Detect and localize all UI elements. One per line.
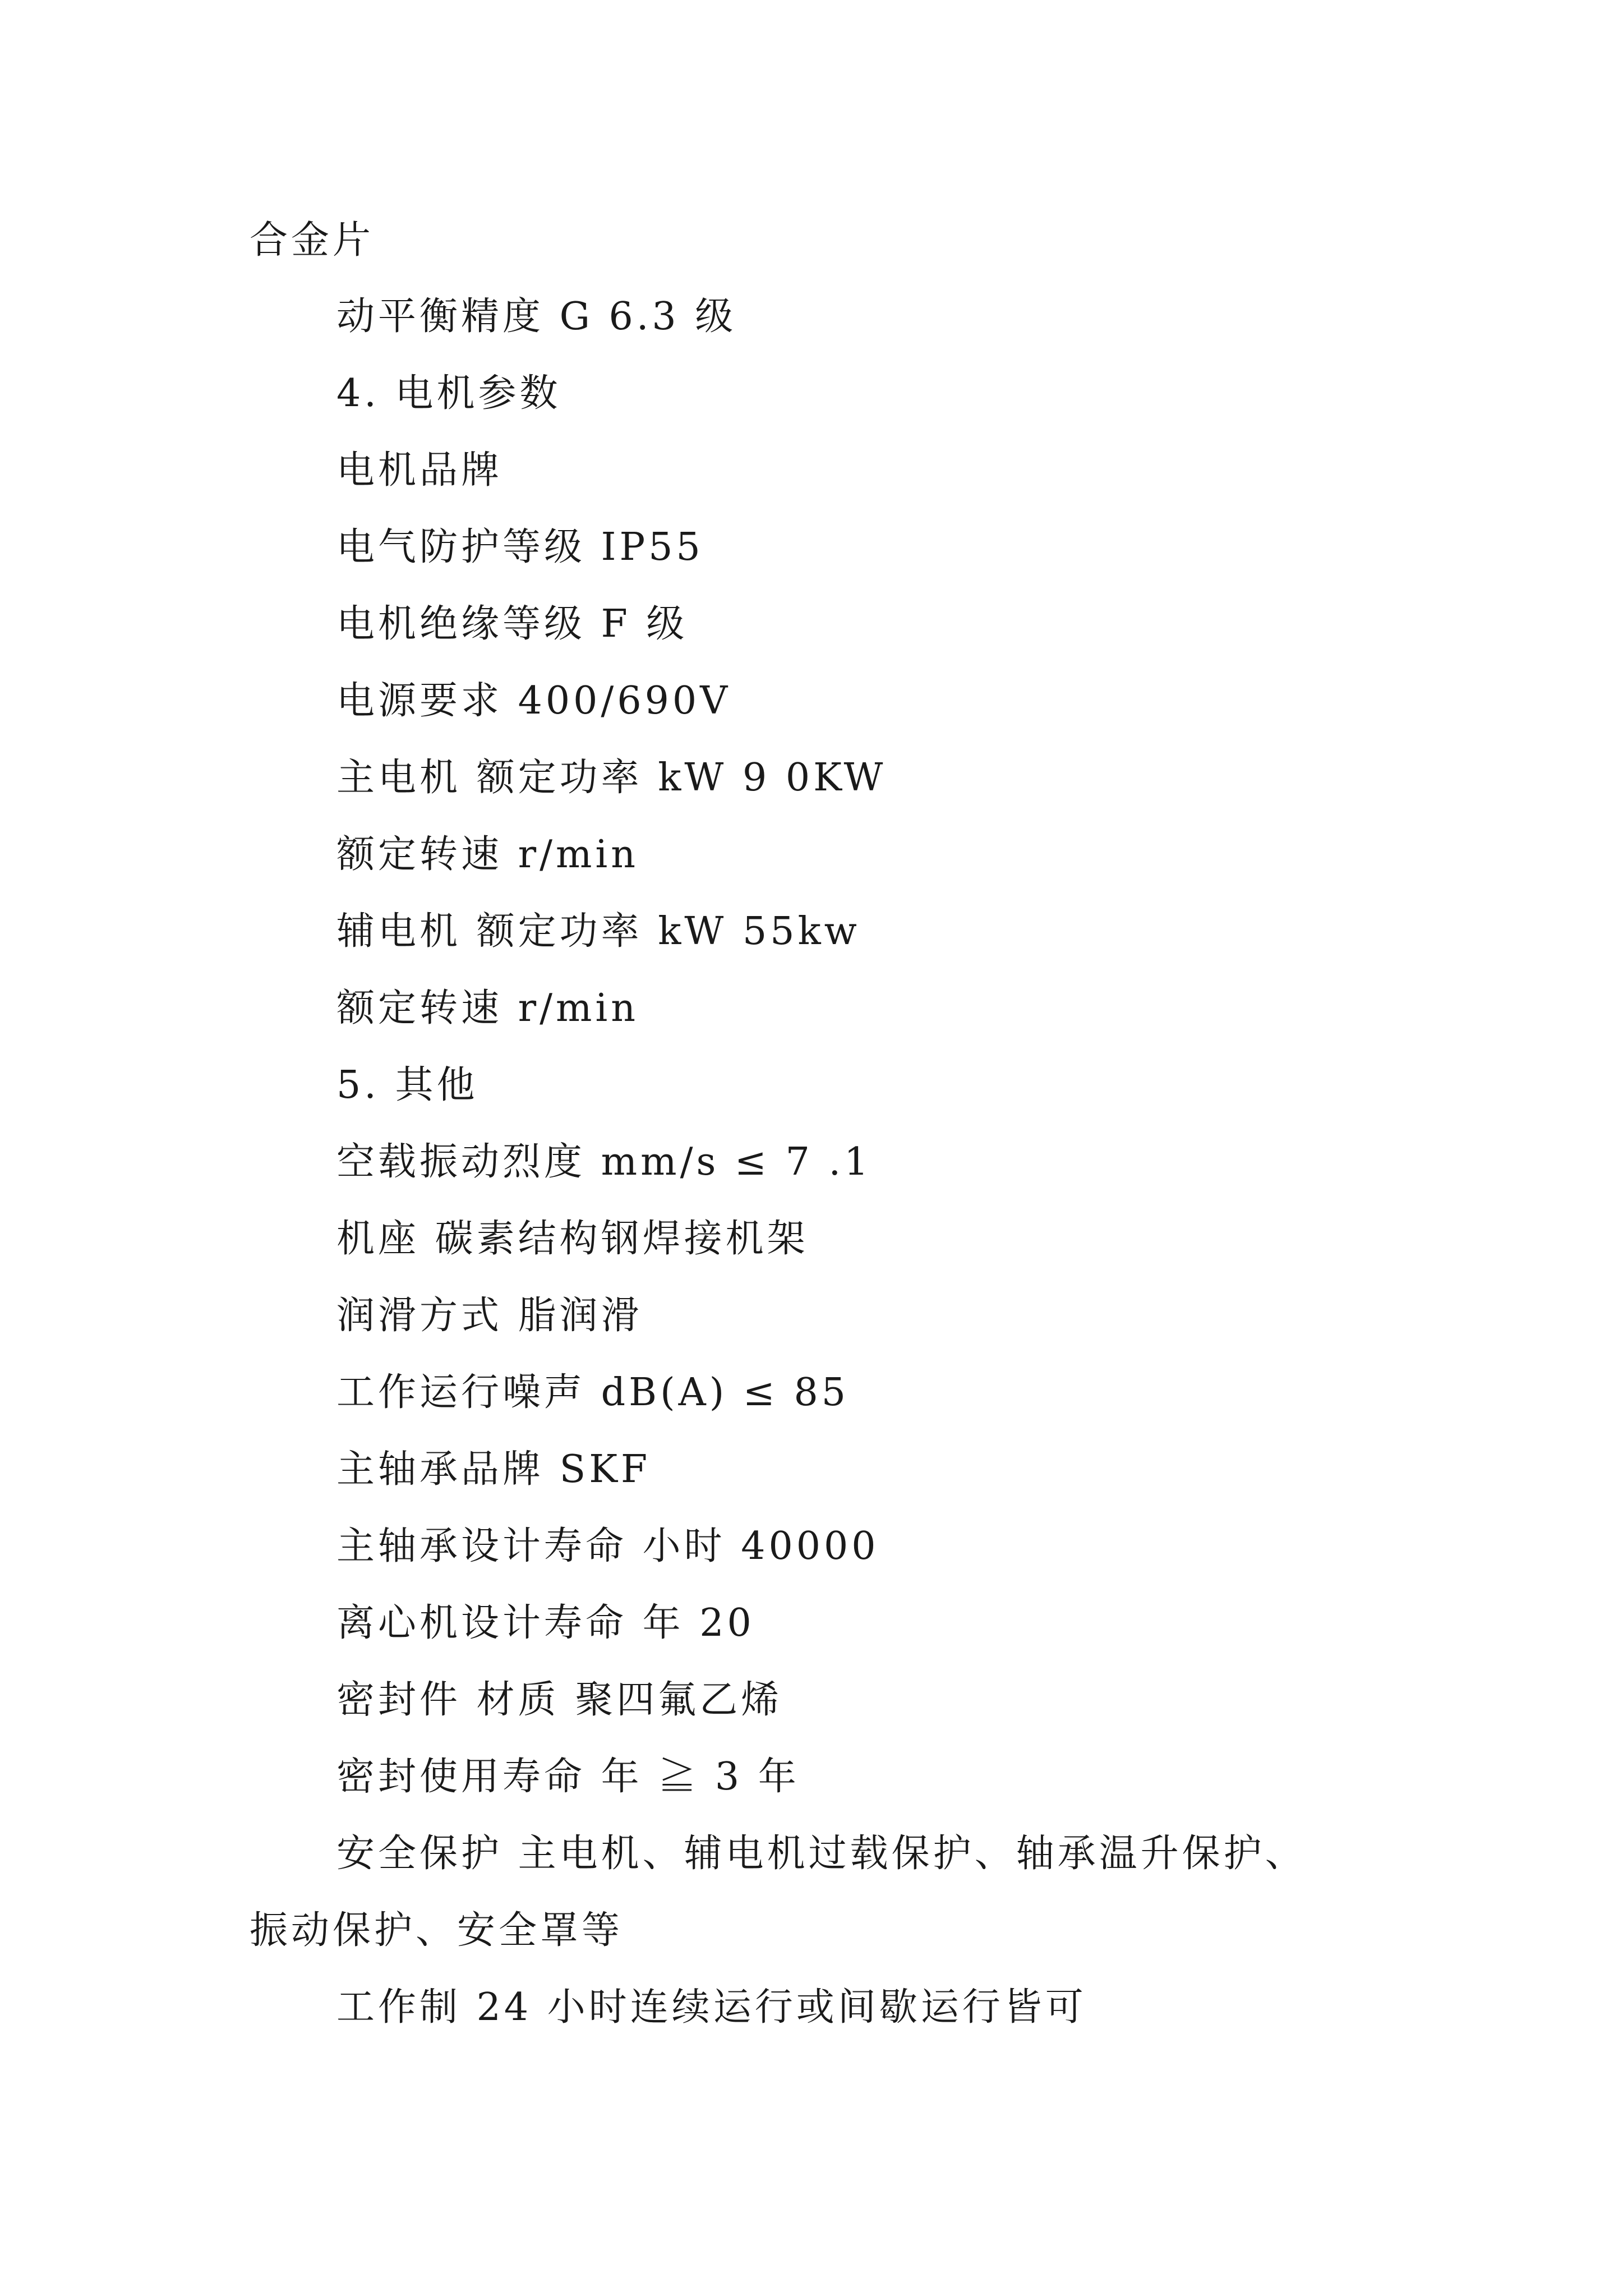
text-line-seal-material: 密封件 材质 聚四氟乙烯 <box>336 1678 783 1722</box>
text-line-insulation-class: 电机绝缘等级 F 级 <box>336 602 688 646</box>
text-line-seal-life: 密封使用寿命 年 ≧ 3 年 <box>336 1755 800 1799</box>
section-heading-other: 5. 其他 <box>336 1063 478 1107</box>
text-line-bearing-life: 主轴承设计寿命 小时 40000 <box>336 1524 879 1568</box>
text-line-power-supply: 电源要求 400/690V <box>336 679 731 723</box>
text-line-motor-brand: 电机品牌 <box>336 448 503 493</box>
text-line-aux-motor-speed: 额定转速 r/min <box>336 986 639 1030</box>
text-line-safety-protection: 安全保护 主电机、辅电机过载保护、轴承温升保护、 <box>336 1832 1307 1876</box>
text-line-duty-cycle: 工作制 24 小时连续运行或间歇运行皆可 <box>336 1985 1087 2030</box>
section-heading-motor-params: 4. 电机参数 <box>336 371 561 416</box>
text-line-lubrication: 润滑方式 脂润滑 <box>336 1294 643 1338</box>
text-line-protection-class: 电气防护等级 IP55 <box>336 525 704 569</box>
text-line-balance-grade: 动平衡精度 G 6.3 级 <box>336 295 737 339</box>
text-line-noise: 工作运行噪声 dB(A) ≤ 85 <box>336 1370 850 1415</box>
text-line-alloy-sheet: 合金片 <box>250 218 375 263</box>
text-line-vibration: 空载振动烈度 mm/s ≤ 7 .1 <box>336 1140 872 1184</box>
text-line-base-frame: 机座 碳素结构钢焊接机架 <box>336 1217 809 1261</box>
text-line-bearing-brand: 主轴承品牌 SKF <box>336 1447 651 1492</box>
text-line-safety-protection-cont: 振动保护、安全罩等 <box>250 1908 624 1953</box>
text-line-main-motor-power: 主电机 额定功率 kW 9 0KW <box>336 756 887 800</box>
text-line-centrifuge-life: 离心机设计寿命 年 20 <box>336 1601 755 1645</box>
text-line-main-motor-speed: 额定转速 r/min <box>336 832 639 877</box>
text-line-aux-motor-power: 辅电机 额定功率 kW 55kw <box>336 909 860 954</box>
